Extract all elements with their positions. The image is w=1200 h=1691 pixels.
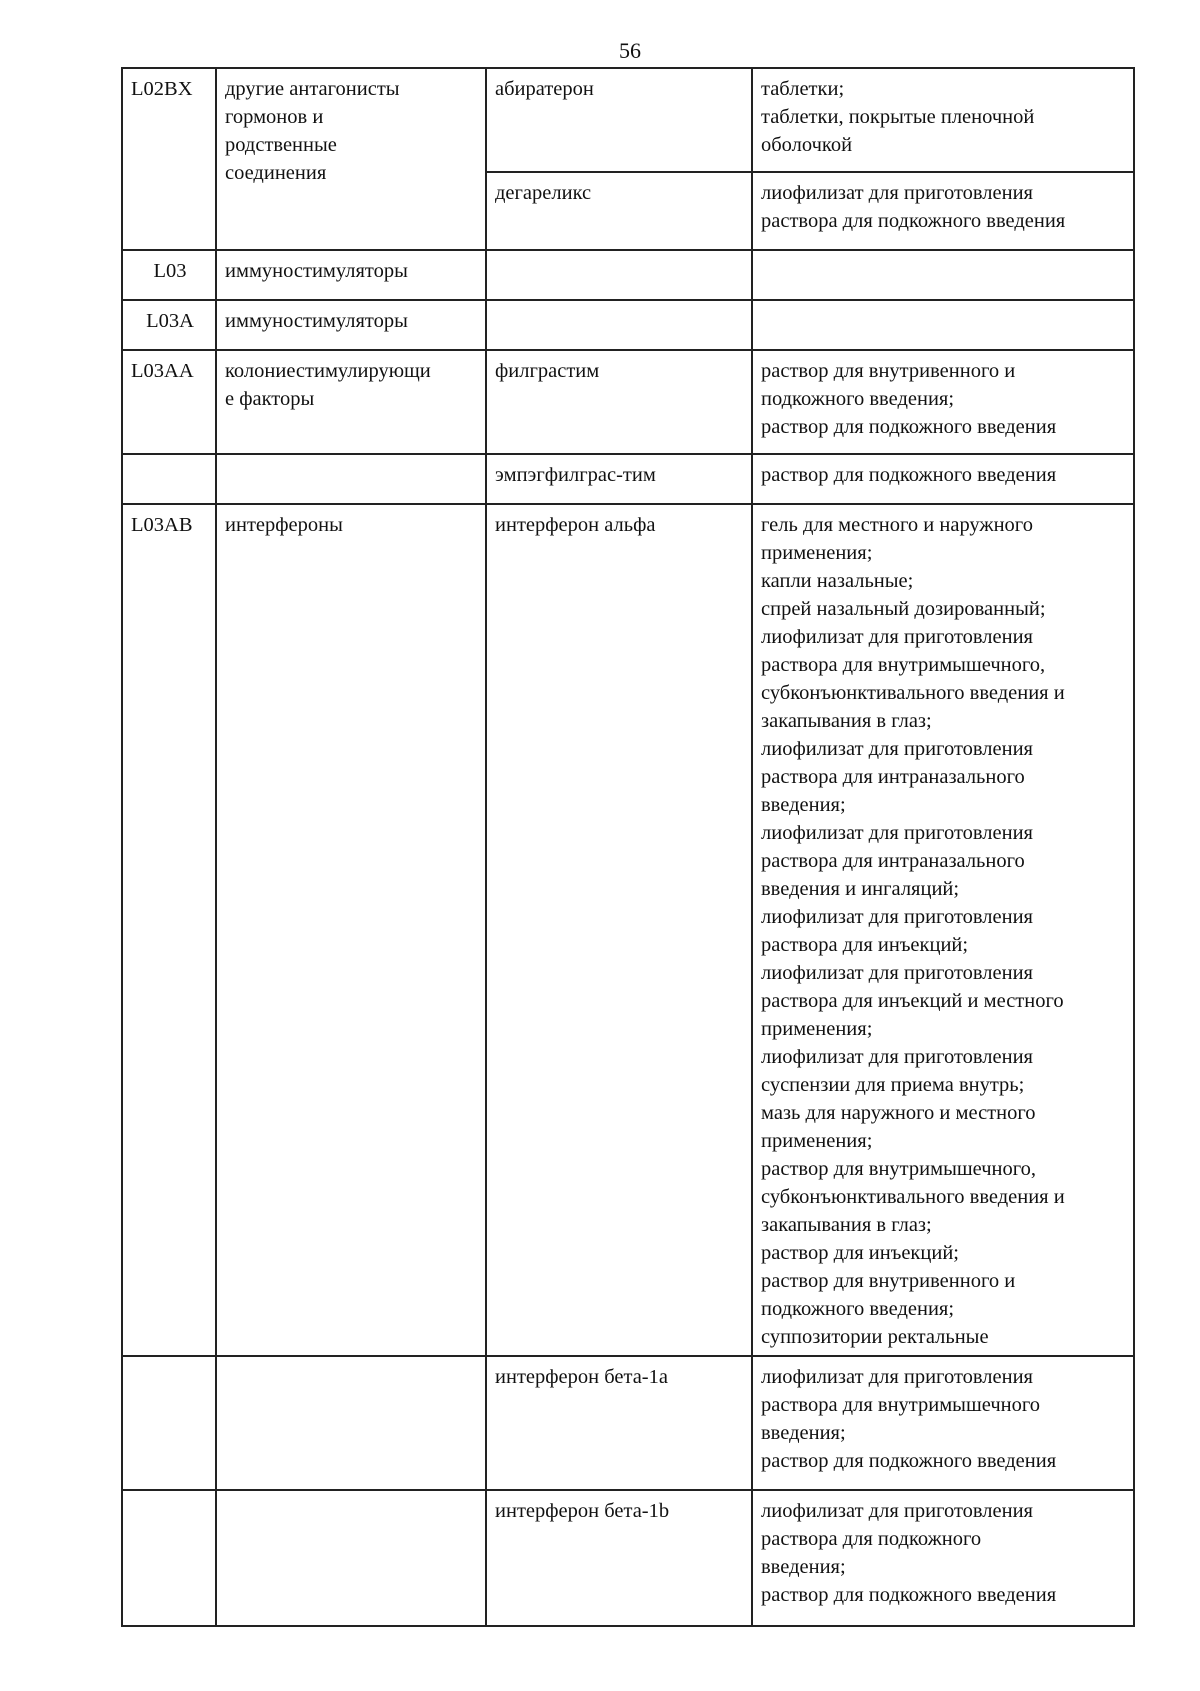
page-number: 56 — [619, 38, 641, 63]
drug-cell: филграстим — [486, 350, 752, 454]
drug-cell — [486, 250, 752, 300]
group-cell: колониестимулирующи е факторы — [216, 350, 486, 454]
atc-code-cell — [122, 454, 216, 504]
table-row — [122, 68, 1134, 172]
atc-code-cell: L03A — [122, 300, 216, 350]
group-cell: интерфероны — [216, 504, 486, 1356]
group-cell — [216, 454, 486, 504]
group-cell: другие антагонисты гормонов и родственные соединения — [216, 68, 486, 250]
drug-cell: интерферон альфа — [486, 504, 752, 1356]
table-row — [122, 250, 1134, 300]
drug-cell: эмпэгфилграс-тим — [486, 454, 752, 504]
dosage-forms-cell — [752, 250, 1134, 300]
group-cell — [216, 1356, 486, 1490]
dosage-forms-cell: лиофилизат для приготовления раствора для подкожного введения — [752, 172, 1134, 250]
atc-code-cell: L03 — [122, 250, 216, 300]
group-cell: иммуностимуляторы — [216, 300, 486, 350]
table-row — [122, 1490, 1134, 1626]
dosage-forms-cell: гель для местного и наружного применения; капли назальные; спрей назальный дозированный; лиофилизат для приготовления раствора для внутримышечного, субконъюнктивального введения и закапывания в глаз; лиофилизат для приготовления раствора для интраназального введения; лиофилизат для приготовления раствора для интраназального введения и ингаляций; лиофилизат для приготовления раствора для инъекций; лиофилизат для приготовления раствора для инъекций и местного применения; лиофилизат для приготовления суспензии для приема внутрь; мазь для наружного и местного применения; раствор для внутримышечного, субконъюнктивального введения и закапывания в глаз; раствор для инъекций; раствор для внутривенного и подкожного введения; суппозитории ректальные — [752, 504, 1134, 1356]
atc-code-cell — [122, 1356, 216, 1490]
table-row — [122, 454, 1134, 504]
dosage-forms-cell — [752, 300, 1134, 350]
atc-code-cell: L03AA — [122, 350, 216, 454]
atc-code-cell — [122, 1490, 216, 1626]
drug-table — [121, 67, 1135, 1627]
dosage-forms-cell: раствор для внутривенного и подкожного введения; раствор для подкожного введения — [752, 350, 1134, 454]
drug-cell: абиратерон — [486, 68, 752, 172]
group-cell: иммуностимуляторы — [216, 250, 486, 300]
table-row — [122, 300, 1134, 350]
dosage-forms-cell: таблетки; таблетки, покрытые пленочной оболочкой — [752, 68, 1134, 172]
drug-cell: интерферон бета-1b — [486, 1490, 752, 1626]
group-cell — [216, 1490, 486, 1626]
table-row — [122, 1356, 1134, 1490]
atc-code-cell: L02BX — [122, 68, 216, 250]
drug-cell — [486, 300, 752, 350]
dosage-forms-cell: лиофилизат для приготовления раствора для подкожного введения; раствор для подкожного введения — [752, 1490, 1134, 1626]
table-row — [122, 350, 1134, 454]
table-row — [122, 504, 1134, 1356]
drug-cell: дегареликс — [486, 172, 752, 250]
dosage-forms-cell: раствор для подкожного введения — [752, 454, 1134, 504]
atc-code-cell: L03AB — [122, 504, 216, 1356]
dosage-forms-cell: лиофилизат для приготовления раствора для внутримышечного введения; раствор для подкожного введения — [752, 1356, 1134, 1490]
drug-cell: интерферон бета-1a — [486, 1356, 752, 1490]
